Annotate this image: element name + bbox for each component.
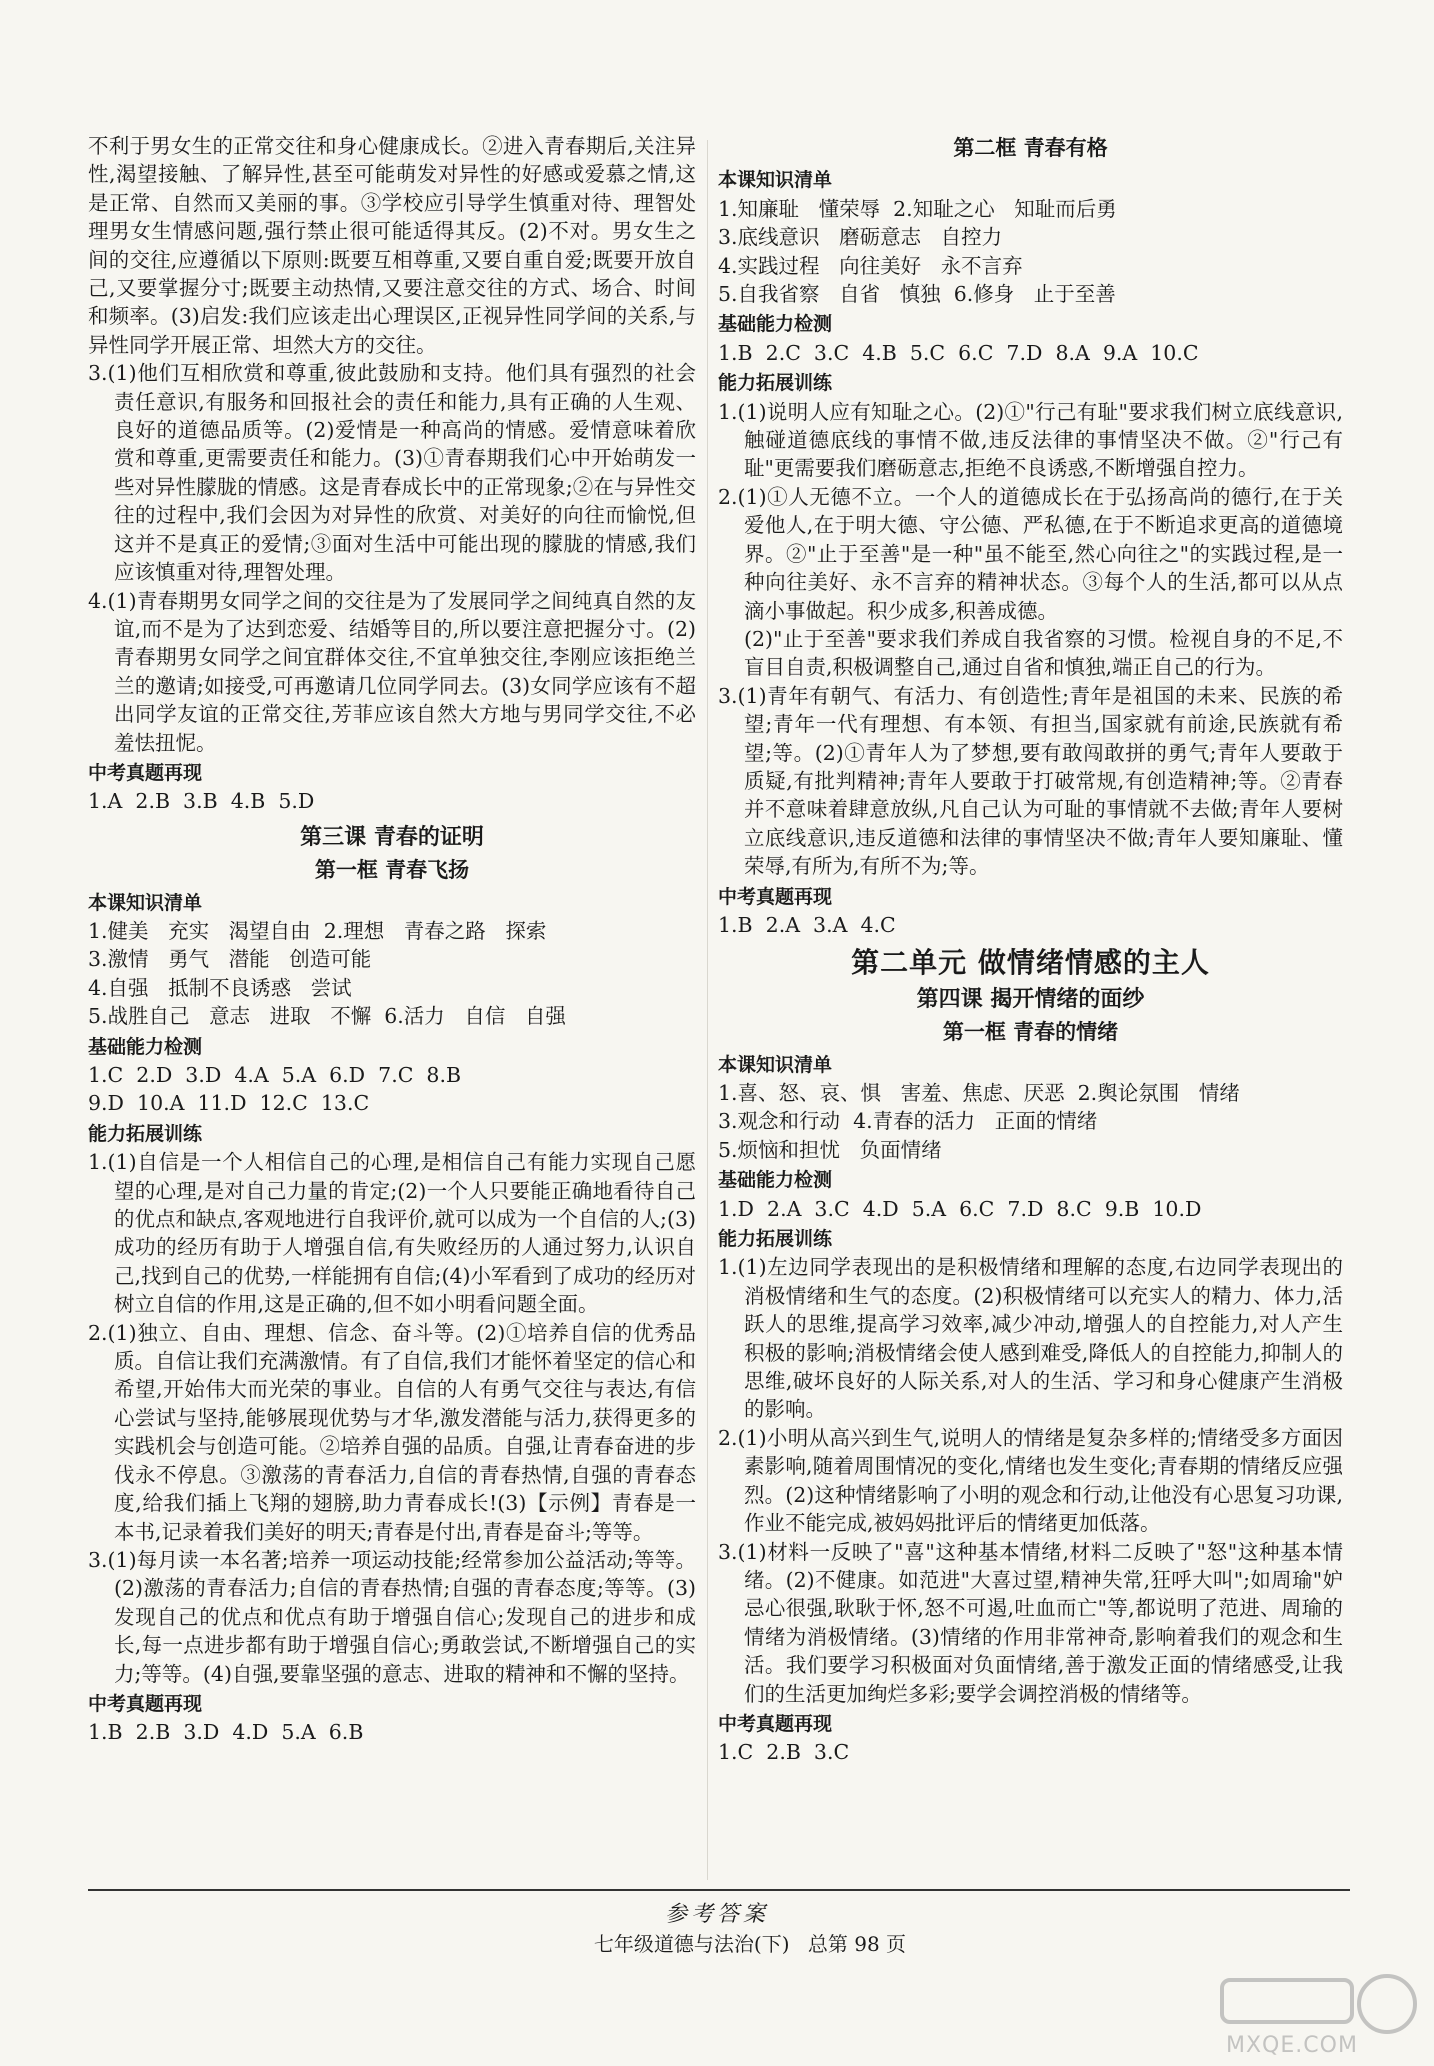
answer-item-3: 3.(1)他们互相欣赏和尊重,彼此鼓励和支持。他们具有强烈的社会责任意识,有服务和回报社会的责任和能力,具有正确的人生观、良好的道德品质等。(2)爱情是一种高尚的情感。爱情意味着欣赏和尊重,更需要责任和能力。(3)①青春期我们心中开始萌发一些对异性朦胧的情感。这是青春成长中的正常现象;②在与异性交往的过程中,我们会因为对异性的欣赏、对美好的向往而愉悦,但这并不是真正的爱情;③面对生活中可能出现的朦胧的情感,我们应该慎重对待,理智处理。 [88, 361, 696, 585]
section-label-basic: 基础能力检测 [718, 313, 833, 336]
stamp-logo-icon [1212, 1968, 1422, 2060]
basic-answers: 9.D 10.A 11.D 12.C 13.C [88, 1091, 370, 1116]
frame-title: 第一框 青春的情绪 [942, 1020, 1119, 1045]
extension-item-1: 1.(1)自信是一个人相信自己的心理,是相信自己有能力实现自己愿望的心理,是对自己力量的肯定;(2)一个人只要能正确地看待自己的优点和缺点,客观地进行自我评价,就可以成为一个自信的人;(3)成功的经历有助于人增强自信,有失败经历的人通过努力,认识自己,找到自己的优势,一样能拥有自信;(4)小军看到了成功的经历对树立自信的作用,这是正确的,但不如小明看问题全面。 [88, 1150, 696, 1317]
watermark-text: MXQE.COM [1226, 2033, 1358, 2058]
unit-title: 第二单元 做情绪情感的主人 [851, 946, 1210, 980]
knowledge-line: 1.喜、怒、哀、惧 害羞、焦虑、厌恶 2.舆论氛围 情绪 [718, 1081, 1240, 1105]
knowledge-line: 1.健美 充实 渴望自由 2.理想 青春之路 探索 [88, 918, 547, 943]
section-label-extension: 能力拓展训练 [718, 372, 833, 395]
footer-rule [88, 1889, 1350, 1891]
footer-page-number: 总第 98 页 [807, 1932, 907, 1956]
exam-answers: 1.B 2.A 3.A 4.C [718, 912, 896, 937]
basic-answers: 1.C 2.D 3.D 4.A 5.A 6.D 7.C 8.B [88, 1063, 462, 1087]
knowledge-line: 4.自强 抵制不良诱惑 尝试 [88, 975, 352, 1000]
extension-item-2b: (2)"止于至善"要求我们养成自我省察的习惯。检视自身的不足,不盲目自责,积极调整自己,通过自省和慎独,端正自己的行为。 [744, 626, 1343, 680]
section-label-exam: 中考真题再现 [88, 761, 203, 784]
knowledge-line: 3.激情 勇气 潜能 创造可能 [88, 947, 372, 972]
section-label-exam: 中考真题再现 [88, 1692, 203, 1715]
basic-answers: 1.B 2.C 3.C 4.B 5.C 6.C 7.D 8.A 9.A 10.C [718, 340, 1199, 365]
section-label-knowledge: 本课知识清单 [718, 1053, 833, 1076]
extension-item-2: 2.(1)小明从高兴到生气,说明人的情绪是复杂多样的;情绪受多方面因素影响,随着周围情况的变化,情绪也发生变化;青春期的情绪反应强烈。(2)这种情绪影响了小明的观念和行动,让他没有心思复习功课,作业不能完成,被妈妈批评后的情绪更加低落。 [718, 1425, 1343, 1536]
exam-answers: 1.B 2.B 3.D 4.D 5.A 6.B [88, 1720, 364, 1745]
frame-title: 第二框 青春有格 [953, 136, 1108, 160]
answer-item-4: 4.(1)青春期男女同学之间的交往是为了发展同学之间纯真自然的友谊,而不是为了达到恋爱、结婚等目的,所以要注意把握分寸。(2)青春期男女同学之间宜群体交往,不宜单独交往,李刚应该拒绝兰兰的邀请;如接受,可再邀请几位同学同去。(3)女同学应该有不超出同学友谊的正常交往,芳菲应该自然大方地与男同学交往,不必羞怯扭怩。 [88, 588, 696, 755]
section-label-knowledge: 本课知识清单 [718, 169, 833, 192]
knowledge-line: 5.烦恼和担忧 负面情绪 [718, 1137, 942, 1162]
footer-grade-subject: 七年级道德与法治(下) [593, 1932, 790, 1956]
footer-heading: 参考答案 [664, 1902, 769, 1927]
section-label-extension: 能力拓展训练 [718, 1228, 833, 1251]
left-column [88, 132, 696, 1747]
extension-item-1: 1.(1)左边同学表现出的是积极情绪和理解的态度,右边同学表现出的消极情绪和生气的态度。(2)积极情绪可以充实人的精力、体力,活跃人的思维,提高学习效率,减少冲动,增强人的自控能力,对人产生积极的影响;消极情绪会使人感到难受,降低人的自控能力,抑制人的思维,破坏良好的人际关系,对人的生活、学习和身心健康产生消极的影响。 [718, 1255, 1343, 1422]
section-label-knowledge: 本课知识清单 [88, 891, 203, 914]
lesson-title: 第三课 青春的证明 [300, 824, 484, 850]
section-label-basic: 基础能力检测 [718, 1169, 833, 1192]
lesson-title: 第四课 揭开情绪的面纱 [916, 986, 1145, 1012]
section-label-exam: 中考真题再现 [718, 1712, 833, 1735]
section-label-extension: 能力拓展训练 [88, 1122, 203, 1145]
frame-title: 第一框 青春飞扬 [314, 858, 470, 883]
extension-item-3: 3.(1)青年有朝气、有活力、有创造性;青年是祖国的未来、民族的希望;青年一代有理想、有本领、有担当,国家就有前途,民族就有希望;等。(2)①青年人为了梦想,要有敢闯敢拼的勇气;青年人要敢于质疑,有批判精神;青年人要敢于打破常规,有创造精神;等。②青春并不意味着肆意放纵,凡自己认为可耻的事情就不去做;青年人要树立底线意识,违反道德和法律的事情坚决不做;青年人要知廉耻、懂荣辱,有所为,有所不为;等。 [718, 683, 1343, 879]
knowledge-line: 1.知廉耻 懂荣辱 2.知耻之心 知耻而后勇 [718, 196, 1117, 221]
answer-continuation: 不利于男女生的正常交往和身心健康成长。②进入青春期后,关注异性,渴望接触、了解异性,甚至可能萌发对异性的好感或爱慕之情,这是正常、自然而又美丽的事。③学校应引导学生慎重对待、理智处理男女生情感问题,强行禁止很可能适得其反。(2)不对。男女生之间的交往,应遵循以下原则:既要互相尊重,又要自重自爱;既要开放自己,又要掌握分寸;既要主动热情,又要注意交往的方式、场合、时间和频率。(3)启发:我们应该走出心理误区,正视异性同学间的关系,与异性同学开展正常、坦然大方的交往。 [88, 134, 696, 357]
knowledge-line: 3.底线意识 磨砺意志 自控力 [718, 225, 1003, 250]
knowledge-line: 5.自我省察 自省 慎独 6.修身 止于至善 [718, 282, 1116, 307]
basic-answers: 1.D 2.A 3.C 4.D 5.A 6.C 7.D 8.C 9.B 10.D [718, 1196, 1202, 1221]
extension-item-2: 2.(1)独立、自由、理想、信念、奋斗等。(2)①培养自信的优秀品质。自信让我们充满激情。有了自信,我们才能怀着坚定的信心和希望,开始伟大而光荣的事业。自信的人有勇气交往与表达,有信心尝试与坚持,能够展现优势与才华,激发潜能与活力,获得更多的实践机会与创造可能。②培养自强的品质。自强,让青春奋进的步伐永不停息。③激荡的青春活力,自信的青春热情,自强的青春态度,给我们插上飞翔的翅膀,助力青春成长!(3)【示例】青春是一本书,记录着我们美好的明天;青春是付出,青春是奋斗;等等。 [88, 1320, 696, 1544]
knowledge-line: 3.观念和行动 4.青春的活力 正面的情绪 [718, 1109, 1098, 1134]
right-column [718, 132, 1343, 1767]
exam-answers: 1.A 2.B 3.B 4.B 5.D [88, 789, 315, 814]
extension-item-2: 2.(1)①人无德不立。一个人的道德成长在于弘扬高尚的德行,在于关爱他人,在于明大德、守公德、严私德,在于不断追求更高的道德境界。②"止于至善"是一种"虽不能至,然心向往之"的实践过程,是一种向往美好、永不言弃的精神状态。③每个人的生活,都可以从点滴小事做起。积少成多,积善成德。 [718, 484, 1343, 623]
section-label-basic: 基础能力检测 [88, 1035, 203, 1058]
section-label-exam: 中考真题再现 [718, 885, 833, 908]
extension-item-3: 3.(1)材料一反映了"喜"这种基本情绪,材料二反映了"怒"这种基本情绪。(2)不健康。如范进"大喜过望,精神失常,狂呼大叫";如周瑜"妒忌心很强,耿耿于怀,怒不可遏,吐血而亡"等,都说明了范进、周瑜的情绪为消极情绪。(3)情绪的作用非常神奇,影响着我们的观念和生活。我们要学习积极面对负面情绪,善于激发正面的情绪感受,让我们的生活更加绚烂多彩;要学会调控消极的情绪等。 [718, 1539, 1343, 1706]
extension-item-3: 3.(1)每月读一本名著;培养一项运动技能;经常参加公益活动;等等。(2)激荡的青春活力;自信的青春热情;自强的青春态度;等等。(3)发现自己的优点和优点有助于增强自信心;发现自己的进步和成长,每一点进步都有助于增强自信心;勇敢尝试,不断增强自己的实力;等等。(4)自强,要靠坚强的意志、进取的精神和不懈的坚持。 [88, 1547, 696, 1686]
knowledge-line: 5.战胜自己 意志 进取 不懈 6.活力 自信 自强 [88, 1004, 566, 1029]
extension-item-1: 1.(1)说明人应有知耻之心。(2)①"行己有耻"要求我们树立底线意识,触碰道德底线的事情不做,违反法律的事情坚决不做。②"行己有耻"更需要我们磨砺意志,拒绝不良诱惑,不断增强自控力。 [718, 399, 1343, 481]
column-divider [707, 140, 708, 1880]
knowledge-line: 4.实践过程 向往美好 永不言弃 [718, 253, 1023, 278]
footer-info [530, 1928, 970, 1957]
exam-answers: 1.C 2.B 3.C [718, 1740, 850, 1765]
